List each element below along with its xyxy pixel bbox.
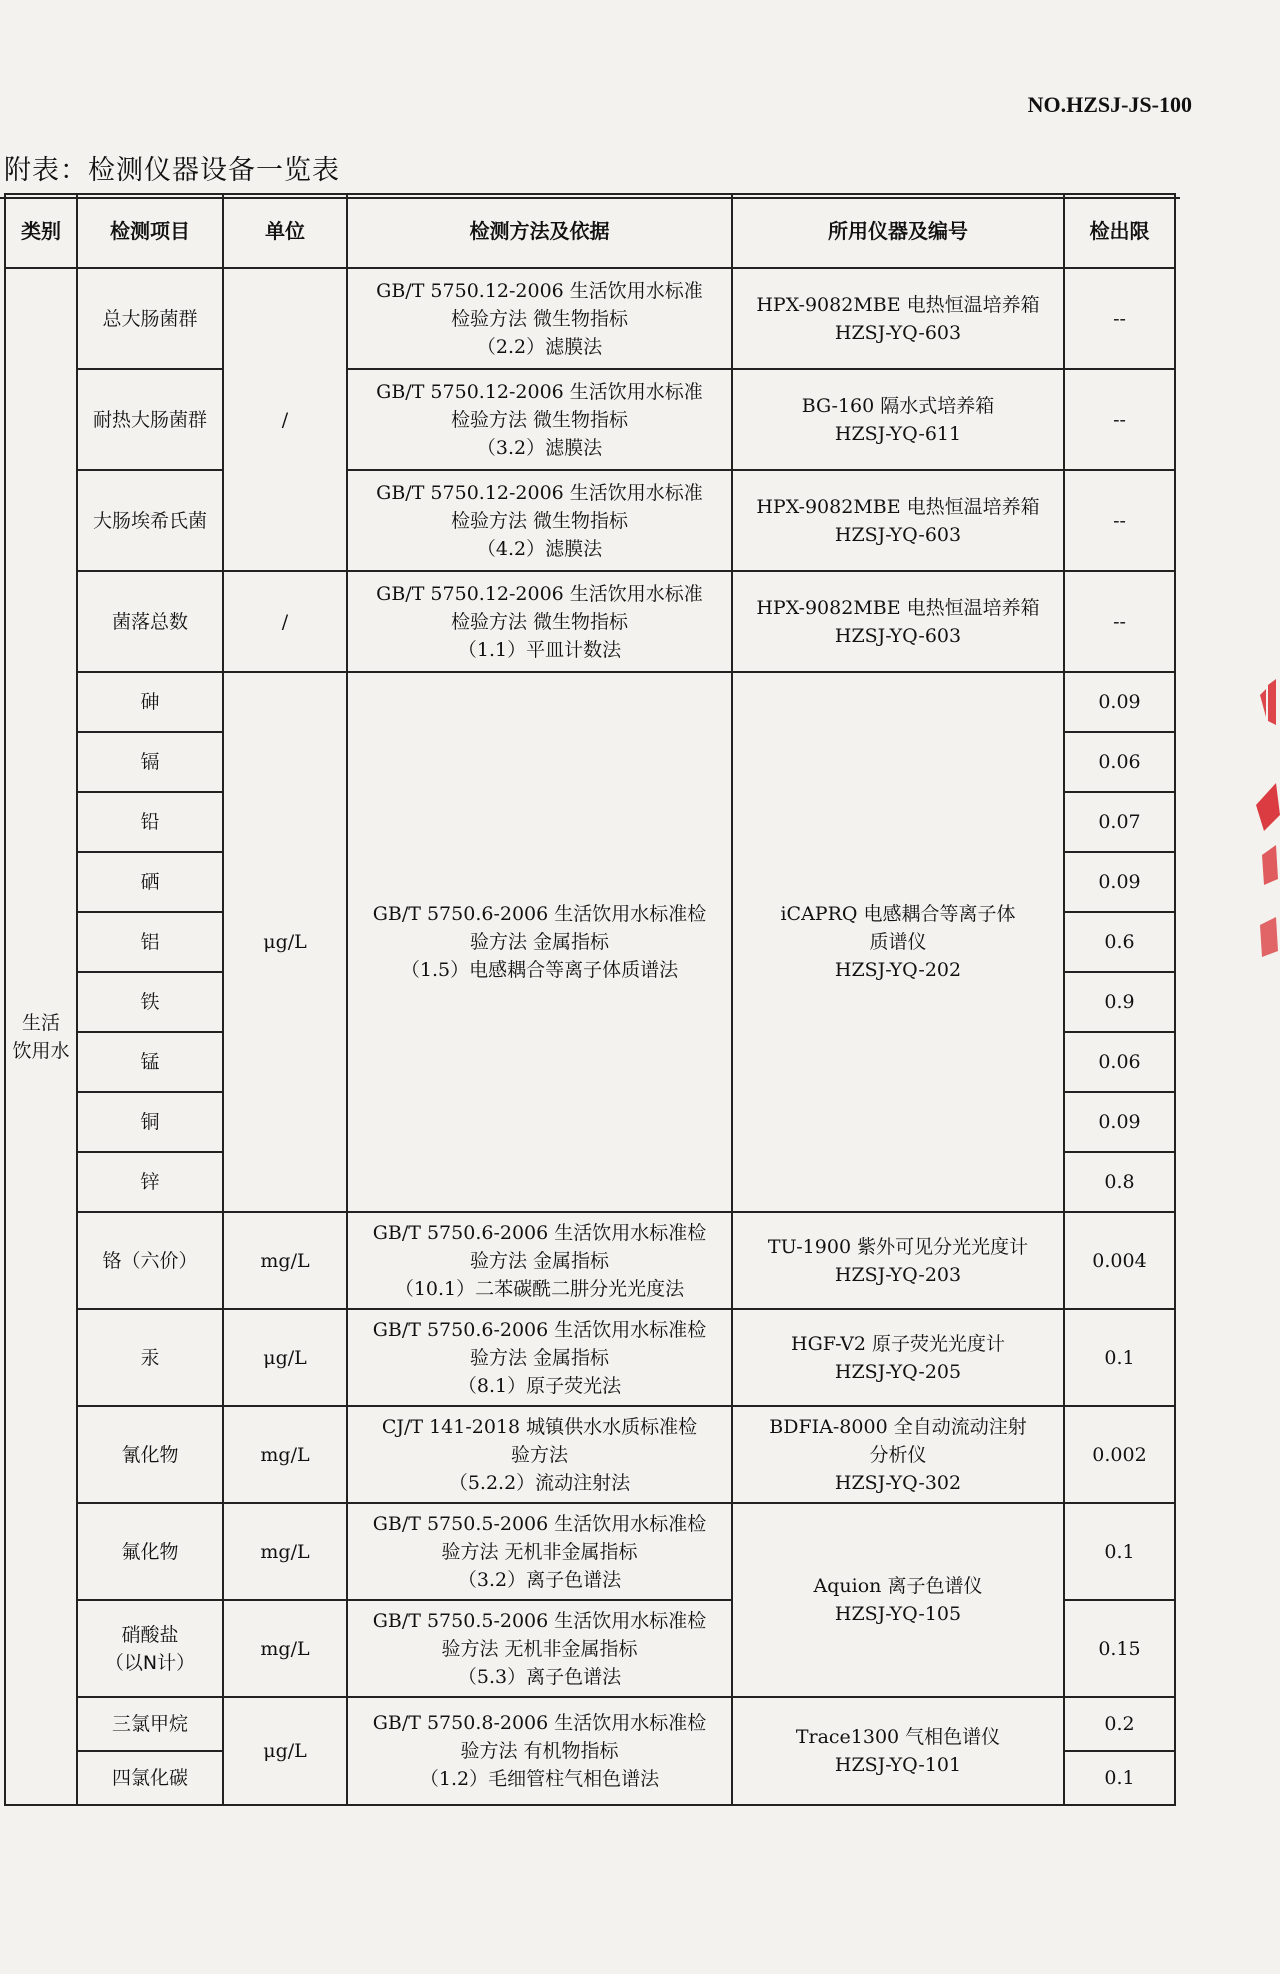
instrument-line: BDFIA-8000 全自动流动注射: [769, 1415, 1027, 1438]
instrument-line: Trace1300 气相色谱仪: [795, 1726, 1001, 1748]
header-category: 类别: [5, 194, 77, 268]
method-cell: [347, 1600, 732, 1697]
unit-cell: /: [223, 268, 347, 571]
instrument-cell: [732, 268, 1064, 369]
method-line: 验方法 金属指标: [469, 1249, 610, 1272]
table-row: [5, 1503, 1175, 1600]
unit-cell: mg/L: [223, 1212, 347, 1309]
limit-cell: --: [1064, 571, 1175, 672]
method-line: （1.1）平皿计数法: [457, 638, 622, 661]
instrument-line: HZSJ-YQ-611: [834, 422, 962, 445]
item-cell: 三氯甲烷: [77, 1697, 223, 1751]
table-row: [5, 672, 1175, 732]
method-cell: [347, 1503, 732, 1600]
item-cell: 氰化物: [77, 1406, 223, 1503]
method-line: GB/T 5750.12-2006 生活饮用水标准: [376, 481, 703, 504]
item-cell: 锰: [77, 1032, 223, 1092]
method-cell: [347, 1212, 732, 1309]
item-cell: 锌: [77, 1152, 223, 1212]
item-cell: 铬（六价）: [77, 1212, 223, 1309]
method-line: 验方法 无机非金属指标: [441, 1637, 638, 1660]
item-line: （以N计）: [104, 1651, 196, 1674]
instrument-line: 分析仪: [869, 1443, 927, 1466]
table-row: [5, 268, 1175, 369]
method-line: 验方法 金属指标: [469, 931, 610, 953]
method-line: 检验方法 微生物指标: [450, 610, 629, 633]
unit-cell: μg/L: [223, 1309, 347, 1406]
item-cell: 硒: [77, 852, 223, 912]
instrument-line: HZSJ-YQ-202: [834, 959, 962, 981]
method-line: （5.2.2）流动注射法: [448, 1471, 631, 1494]
instrument-line: TU-1900 紫外可见分光光度计: [767, 1235, 1029, 1258]
instrument-cell: [732, 1212, 1064, 1309]
instrument-line: HPX-9082MBE 电热恒温培养箱: [756, 495, 1040, 518]
instrument-cell: [732, 369, 1064, 470]
method-line: 检验方法 微生物指标: [450, 509, 629, 532]
instrument-cell: [732, 470, 1064, 571]
limit-cell: 0.1: [1064, 1751, 1175, 1805]
method-cell: [347, 369, 732, 470]
header-method: 检测方法及依据: [347, 194, 732, 268]
table-row: [5, 1697, 1175, 1751]
method-line: （1.2）毛细管柱气相色谱法: [419, 1768, 660, 1790]
method-line: GB/T 5750.6-2006 生活饮用水标准检: [372, 1318, 707, 1341]
instrument-cell: [732, 672, 1064, 1212]
item-cell: 大肠埃希氏菌: [77, 470, 223, 571]
table-row: [5, 571, 1175, 672]
header-instrument: 所用仪器及编号: [732, 194, 1064, 268]
method-line: GB/T 5750.12-2006 生活饮用水标准: [376, 582, 703, 605]
instrument-line: HPX-9082MBE 电热恒温培养箱: [756, 596, 1040, 619]
method-line: CJ/T 141-2018 城镇供水水质标准检: [381, 1415, 698, 1438]
limit-cell: 0.1: [1064, 1503, 1175, 1600]
limit-cell: 0.06: [1064, 732, 1175, 792]
instrument-line: HGF-V2 原子荧光光度计: [791, 1332, 1005, 1355]
item-cell: 铜: [77, 1092, 223, 1152]
instrument-cell: [732, 1406, 1064, 1503]
unit-cell: mg/L: [223, 1600, 347, 1697]
instrument-line: HZSJ-YQ-603: [834, 523, 962, 546]
table-row: [5, 1309, 1175, 1406]
method-line: （3.2）滤膜法: [476, 436, 603, 459]
category-cell: [5, 268, 77, 1805]
instrument-line: 质谱仪: [869, 931, 927, 953]
unit-cell: mg/L: [223, 1503, 347, 1600]
method-line: 验方法 金属指标: [469, 1346, 610, 1369]
method-cell: [347, 470, 732, 571]
method-cell: [347, 571, 732, 672]
header-limit: 检出限: [1064, 194, 1175, 268]
method-line: GB/T 5750.8-2006 生活饮用水标准检: [372, 1712, 707, 1734]
limit-cell: 0.002: [1064, 1406, 1175, 1503]
table-row: [5, 470, 1175, 571]
item-line: 硝酸盐: [121, 1623, 179, 1646]
unit-cell: μg/L: [223, 1697, 347, 1805]
instrument-line: HZSJ-YQ-205: [834, 1360, 962, 1383]
limit-cell: 0.07: [1064, 792, 1175, 852]
item-cell: 总大肠菌群: [77, 268, 223, 369]
item-cell: 汞: [77, 1309, 223, 1406]
item-cell: [77, 1600, 223, 1697]
table-header-row: [5, 194, 1175, 268]
item-cell: 铅: [77, 792, 223, 852]
item-cell: 四氯化碳: [77, 1751, 223, 1805]
limit-cell: 0.8: [1064, 1152, 1175, 1212]
method-line: （10.1）二苯碳酰二肼分光光度法: [394, 1277, 685, 1300]
page-title: 附表：检测仪器设备一览表: [4, 155, 340, 186]
instrument-line: HZSJ-YQ-105: [834, 1603, 962, 1625]
limit-cell: --: [1064, 369, 1175, 470]
limit-cell: --: [1064, 470, 1175, 571]
method-cell: [347, 1309, 732, 1406]
method-cell: [347, 1406, 732, 1503]
header-item: 检测项目: [77, 194, 223, 268]
limit-cell: 0.09: [1064, 852, 1175, 912]
item-cell: 铝: [77, 912, 223, 972]
header-unit: 单位: [223, 194, 347, 268]
category-line: 饮用水: [12, 1039, 70, 1062]
item-cell: 铁: [77, 972, 223, 1032]
table-row: [5, 1406, 1175, 1503]
unit-cell: mg/L: [223, 1406, 347, 1503]
method-line: （4.2）滤膜法: [476, 537, 603, 560]
limit-cell: 0.1: [1064, 1309, 1175, 1406]
seal-stamp-icon: [1246, 665, 1280, 965]
method-line: 验方法 有机物指标: [460, 1740, 619, 1762]
table-row: [5, 369, 1175, 470]
category-line: 生活: [21, 1011, 60, 1034]
instrument-line: iCAPRQ 电感耦合等离子体: [780, 903, 1016, 925]
method-line: （1.5）电感耦合等离子体质谱法: [400, 959, 679, 981]
item-cell: 耐热大肠菌群: [77, 369, 223, 470]
table-row: [5, 1212, 1175, 1309]
instrument-line: HZSJ-YQ-101: [834, 1754, 962, 1776]
instrument-cell: [732, 571, 1064, 672]
limit-cell: 0.2: [1064, 1697, 1175, 1751]
equipment-table: [4, 193, 1176, 1806]
method-cell: [347, 1697, 732, 1805]
instrument-line: HZSJ-YQ-203: [834, 1263, 962, 1286]
limit-cell: 0.09: [1064, 672, 1175, 732]
limit-cell: 0.004: [1064, 1212, 1175, 1309]
method-line: GB/T 5750.12-2006 生活饮用水标准: [376, 380, 703, 403]
method-line: 检验方法 微生物指标: [450, 307, 629, 330]
method-line: GB/T 5750.5-2006 生活饮用水标准检: [372, 1512, 707, 1535]
instrument-line: BG-160 隔水式培养箱: [801, 394, 995, 417]
limit-cell: 0.6: [1064, 912, 1175, 972]
method-line: GB/T 5750.5-2006 生活饮用水标准检: [372, 1609, 707, 1632]
instrument-line: HZSJ-YQ-603: [834, 321, 962, 344]
method-line: （5.3）离子色谱法: [457, 1665, 622, 1688]
instrument-line: HZSJ-YQ-302: [834, 1471, 962, 1494]
instrument-line: HZSJ-YQ-603: [834, 624, 962, 647]
method-line: （3.2）离子色谱法: [457, 1568, 622, 1591]
limit-cell: 0.9: [1064, 972, 1175, 1032]
unit-cell: /: [223, 571, 347, 672]
method-line: （2.2）滤膜法: [476, 335, 603, 358]
limit-cell: 0.06: [1064, 1032, 1175, 1092]
document-number: NO.HZSJ-JS-100: [1027, 92, 1192, 117]
instrument-line: HPX-9082MBE 电热恒温培养箱: [756, 293, 1040, 316]
unit-cell: μg/L: [223, 672, 347, 1212]
item-cell: 氟化物: [77, 1503, 223, 1600]
method-line: （8.1）原子荧光法: [457, 1374, 622, 1397]
limit-cell: 0.09: [1064, 1092, 1175, 1152]
method-cell: [347, 268, 732, 369]
method-line: 验方法 无机非金属指标: [441, 1540, 638, 1563]
method-line: 验方法: [510, 1443, 568, 1466]
item-cell: 砷: [77, 672, 223, 732]
method-line: GB/T 5750.12-2006 生活饮用水标准: [376, 279, 703, 302]
instrument-cell: [732, 1697, 1064, 1805]
instrument-cell: [732, 1309, 1064, 1406]
item-cell: 菌落总数: [77, 571, 223, 672]
item-cell: 镉: [77, 732, 223, 792]
method-line: 检验方法 微生物指标: [450, 408, 629, 431]
instrument-line: Aquion 离子色谱仪: [813, 1575, 983, 1597]
limit-cell: --: [1064, 268, 1175, 369]
instrument-cell: [732, 1503, 1064, 1697]
method-cell: [347, 672, 732, 1212]
method-line: GB/T 5750.6-2006 生活饮用水标准检: [372, 1221, 707, 1244]
method-line: GB/T 5750.6-2006 生活饮用水标准检: [372, 903, 707, 925]
limit-cell: 0.15: [1064, 1600, 1175, 1697]
